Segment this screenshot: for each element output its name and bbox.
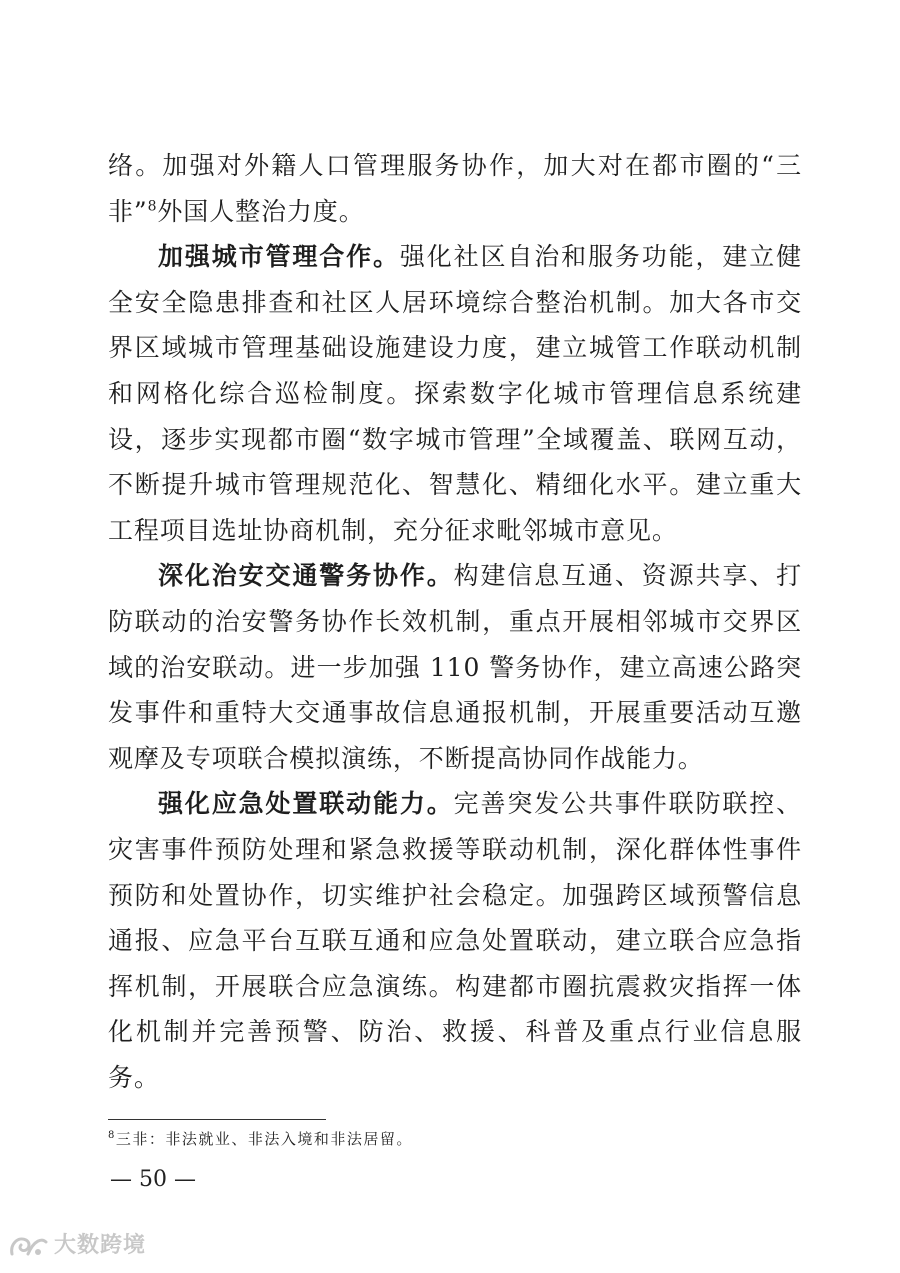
document-body	[108, 143, 802, 1100]
footnote-text: 三非：非法就业、非法入境和非法居留。	[115, 1130, 413, 1148]
watermark-text: 大数跨境	[54, 1233, 147, 1258]
footnote-marker: 8	[108, 1130, 116, 1141]
page-number: — 50 —	[110, 1167, 196, 1192]
paragraph-text: 完善突发公共事件联防联控、灾害事件预防处理和紧急救援等联动机制，深化群体性事件预防和处置协作，切实维护社会稳定。加强跨区域预警信息通报、应急平台互联互通和应急处置联动，建立联合应急指挥机制，开展联合应急演练。构建都市圈抗震救灾指挥一体化机制并完善预警、防治、救援、科普及重点行业信息服务。	[108, 789, 802, 1092]
footnote-reference: 8	[147, 198, 158, 215]
paragraph-heading: 深化治安交通警务协作。	[158, 561, 454, 591]
brand-logo-icon	[8, 1232, 48, 1260]
paragraph-heading: 强化应急处置联动能力。	[158, 789, 454, 819]
paragraph-public-security	[108, 553, 802, 781]
paragraph-emergency-response	[108, 781, 802, 1100]
paragraph-text: 强化社区自治和服务功能，建立健全安全隐患排查和社区人居环境综合整治机制。加大各市交界区域城市管理基础设施建设力度，建立城管工作联动机制和网格化综合巡检制度。探索数字化城市管理信息系统建设，逐步实现都市圈“数字城市管理”全域覆盖、联网互动，不断提升城市管理规范化、智慧化、精细化水平。建立重大工程项目选址协商机制，充分征求毗邻城市意见。	[108, 242, 802, 545]
footnote	[108, 1128, 413, 1150]
paragraph-urban-management	[108, 234, 802, 553]
paragraph-text: 构建信息互通、资源共享、打防联动的治安警务协作长效机制，重点开展相邻城市交界区域的治安联动。进一步加强 110 警务协作，建立高速公路突发事件和重特大交通事故信息通报机制，开展重要活动互邀观摩及专项联合模拟演练，不断提高协同作战能力。	[108, 561, 802, 773]
paragraph-text-after: 外国人整治力度。	[157, 196, 365, 226]
paragraph-text: 络。加强对外籍人口管理服务协作，加大对在都市圈的“三非”	[108, 151, 802, 226]
footnote-divider	[108, 1119, 326, 1120]
paragraph-continuation	[108, 143, 802, 234]
watermark	[8, 1232, 146, 1260]
paragraph-heading: 加强城市管理合作。	[158, 242, 400, 272]
